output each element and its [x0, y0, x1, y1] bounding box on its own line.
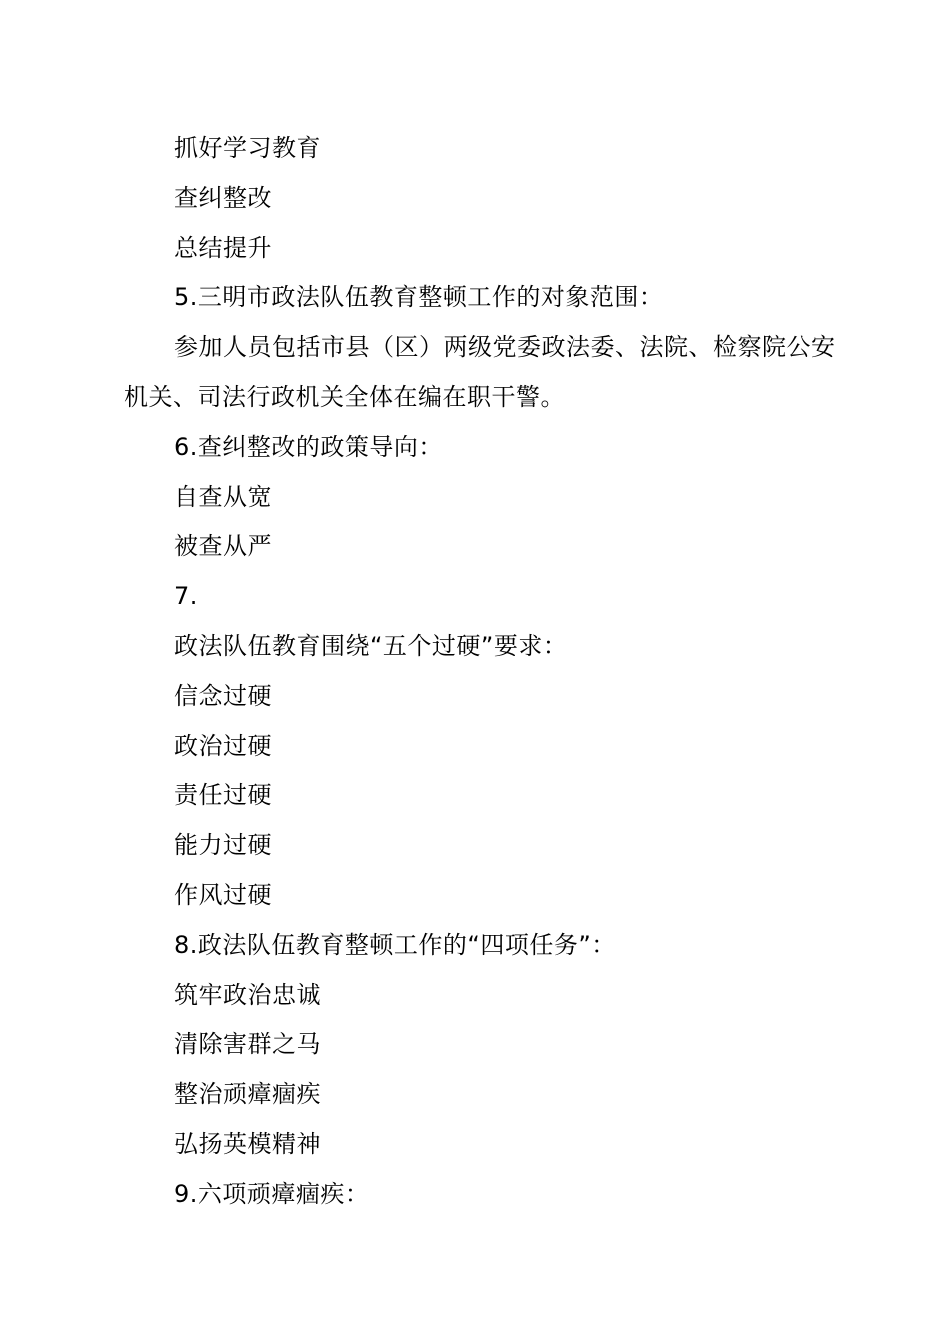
- list-item: 责任过硬: [174, 781, 272, 810]
- section-heading: 政法队伍教育围绕“五个过硬”要求：: [174, 631, 568, 660]
- list-item: 自查从宽: [174, 482, 272, 511]
- list-item: 能力过硬: [174, 831, 272, 860]
- section-heading: 8.政法队伍教育整顿工作的“四项任务”：: [174, 930, 616, 959]
- list-item: 抓好学习教育: [174, 134, 321, 162]
- list-item: 整治顽瘴痼疾: [174, 1080, 321, 1109]
- list-item: 政治过硬: [174, 731, 272, 760]
- section-heading: 6.查纠整改的政策导向：: [174, 432, 443, 461]
- list-item: 筑牢政治忠诚: [174, 980, 321, 1009]
- list-item: 被查从严: [174, 532, 272, 561]
- section-heading: 9.六项顽瘴痼疾：: [174, 1179, 370, 1208]
- section-heading: 5.三明市政法队伍教育整顿工作的对象范围：: [174, 283, 664, 312]
- list-item: 信念过硬: [174, 681, 272, 710]
- list-item: 总结提升: [174, 233, 272, 262]
- list-item: 清除害群之马: [174, 1030, 321, 1059]
- list-item: 查纠整改: [174, 183, 272, 212]
- list-item: 弘扬英模精神: [174, 1129, 321, 1158]
- section-number: 7.: [174, 582, 198, 611]
- list-item: 作风过硬: [174, 880, 272, 909]
- document-body: [124, 124, 844, 1220]
- paragraph: 参加人员包括市县（区）两级党委政法委、法院、检察院公安机关、司法行政机关全体在编在职干警。: [124, 333, 836, 411]
